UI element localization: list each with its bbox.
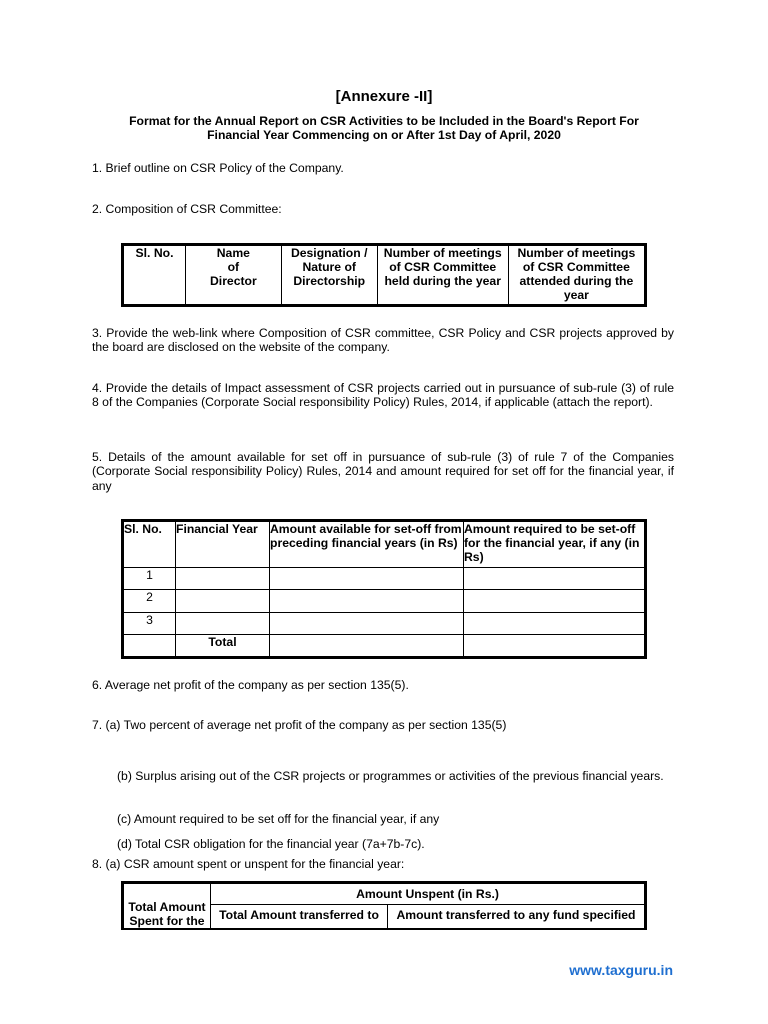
setoff-header-row: [124, 522, 645, 568]
header-meetings-attended: Number of meetings of CSR Committee attended during the year: [517, 246, 636, 302]
header-transferred-to: Total Amount transferred to: [219, 908, 379, 922]
subtitle-line-2: Financial Year Commencing on or After 1st Day of April, 2020: [207, 128, 561, 142]
document-subtitle: [100, 114, 668, 142]
unspent-header-row: [124, 884, 645, 905]
table-row: [124, 590, 645, 612]
subtitle-line-1: Format for the Annual Report on CSR Activities to be Included in the Board's Report For: [129, 114, 639, 128]
row-sl-no: 1: [124, 568, 176, 590]
header-financial-year: Financial Year: [176, 522, 258, 536]
committee-table: [123, 245, 645, 305]
table-row: [124, 612, 645, 634]
row-amount-required-cell: [464, 568, 645, 590]
row-amount-available-cell: [270, 612, 464, 634]
header-meetings-held: Number of meetings of CSR Committee held during the year: [383, 246, 502, 288]
row-amount-required-cell: [464, 590, 645, 612]
unspent-table: [123, 883, 645, 930]
committee-table-header-row: [124, 246, 645, 305]
item-1-csr-policy: 1. Brief outline on CSR Policy of the Company.: [92, 161, 344, 175]
item-5-set-off-details: 5. Details of the amount available for set off in pursuance of sub-rule (3) of rule 7 of the Companies (Corporate Social responsibility Policy) Rules, 2014 and amount required for set off for the financial year, if any: [92, 450, 674, 493]
row-amount-available-cell: [270, 590, 464, 612]
item-7d-total-obligation: (d) Total CSR obligation for the financial year (7a+7b-7c).: [117, 837, 425, 851]
total-amount-required-cell: [464, 634, 645, 656]
table-row: [124, 568, 645, 590]
item-4-impact-assessment: 4. Provide the details of Impact assessment of CSR projects carried out in pursuance of sub-rule (3) of rule 8 of the Companies (Corporate Social responsibility Policy) Rules, 2014, if applicable (attach the report).: [92, 381, 674, 410]
header-amount-unspent: Amount Unspent (in Rs.): [356, 887, 499, 901]
site-watermark[interactable]: www.taxguru.in: [569, 962, 673, 978]
item-7a-two-percent: 7. (a) Two percent of average net profit of the company as per section 135(5): [92, 718, 507, 732]
header-total-amount-spent: Total Amount Spent for the: [128, 900, 206, 928]
item-6-average-net-profit: 6. Average net profit of the company as per section 135(5).: [92, 678, 409, 692]
header-sl-no: Sl. No.: [135, 246, 174, 260]
total-row: [124, 634, 645, 656]
item-7b-text: (b) Surplus arising out of the CSR projects or programmes or activities of the previous financial years.: [117, 769, 664, 783]
item-8a-amount-spent: 8. (a) CSR amount spent or unspent for the financial year:: [92, 857, 405, 871]
item-7b-surplus: [117, 766, 674, 786]
row-amount-required-cell: [464, 612, 645, 634]
header-transferred-fund: Amount transferred to any fund specified: [396, 908, 636, 922]
total-label: Total: [176, 634, 270, 656]
row-financial-year-cell: [176, 568, 270, 590]
row-financial-year-cell: [176, 590, 270, 612]
header-amount-required: Amount required to be set-off for the financial year, if any (in Rs): [464, 522, 640, 564]
header-name-of-director: Name of Director: [210, 246, 257, 288]
header-sl-no: Sl. No.: [124, 522, 162, 536]
row-sl-no: 3: [124, 612, 176, 634]
row-amount-available-cell: [270, 568, 464, 590]
item-2-committee-composition: 2. Composition of CSR Committee:: [92, 202, 282, 216]
total-row-sl-cell: [124, 634, 176, 656]
header-amount-available: Amount available for set-off from preceding financial years (in Rs): [270, 522, 462, 550]
item-7c-set-off-required: (c) Amount required to be set off for the financial year, if any: [117, 812, 440, 826]
annexure-title: [Annexure -II]: [335, 88, 433, 105]
total-amount-available-cell: [270, 634, 464, 656]
item-3-web-link: 3. Provide the web-link where Composition of CSR committee, CSR Policy and CSR projects approved by the board are disclosed on the website of the company.: [92, 326, 674, 355]
row-financial-year-cell: [176, 612, 270, 634]
setoff-table: [123, 521, 645, 657]
header-designation: Designation / Nature of Directorship: [290, 246, 368, 288]
row-sl-no: 2: [124, 590, 176, 612]
